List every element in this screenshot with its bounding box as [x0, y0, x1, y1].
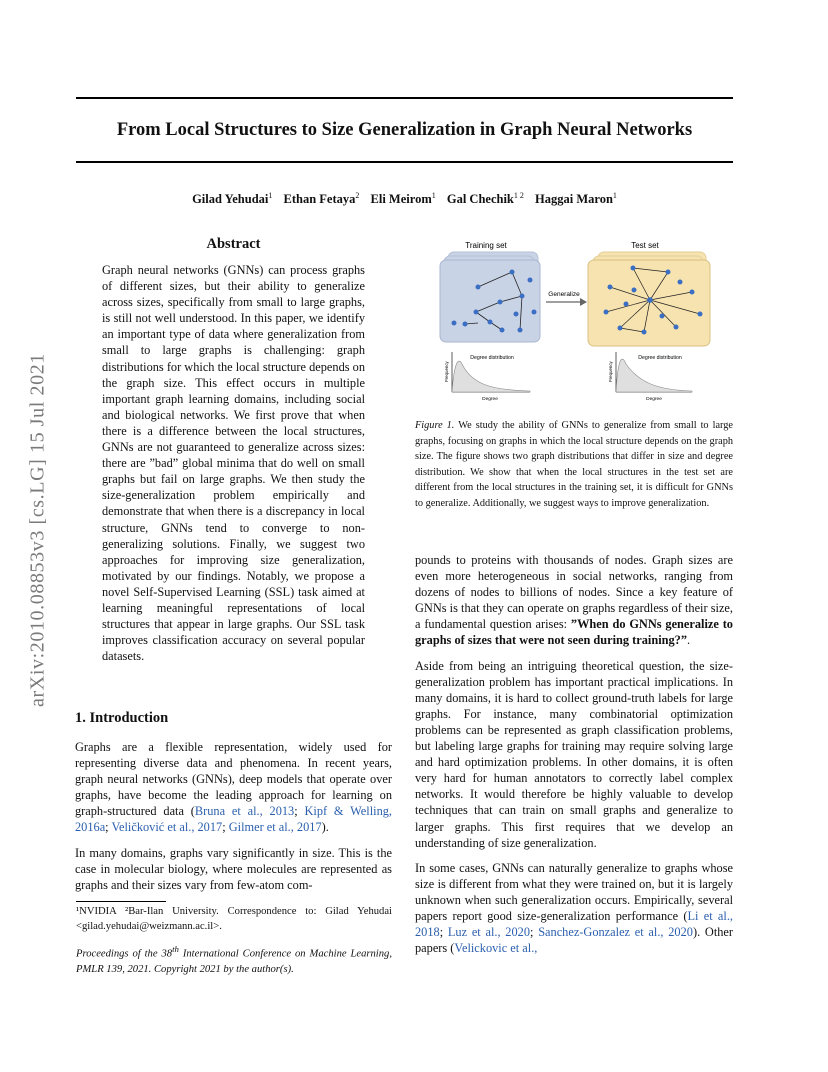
y-axis-label: Frequency [444, 361, 449, 382]
citation-link[interactable]: Velickovic et al., [454, 941, 538, 956]
training-graph-panel [440, 252, 540, 342]
dist-label: Degree distribution [470, 355, 514, 361]
footnote-rule [76, 901, 166, 902]
right-paragraph-2: Aside from being an intriguing theoretical question, the size-generalization problem has important practical implications. In many domains, it is hard to collect ground-truth labels for large graphs. For instance, many combinatorial optimization problems can be represented as graph classification problems, but labeling large graphs for training may require solving large and hard optimization problems. In other domains, it is often very hard for human annotators to correctly label complex networks. It would therefore be highly valuable to develop techniques that can train on small graphs and generalize to larger graphs. This first requires that we develop an understanding of size generalization. [415, 658, 733, 850]
citation-link[interactable]: Sanchez-Gonzalez et al., 2020 [538, 925, 693, 940]
paper-title: From Local Structures to Size Generalization in Graph Neural Networks [116, 120, 693, 140]
arxiv-stamp: arXiv:2010.08853v3 [cs.LG] 15 Jul 2021 [26, 353, 49, 707]
author-list [76, 191, 733, 207]
abstract-heading: Abstract [206, 236, 261, 252]
abstract-text: Graph neural networks (GNNs) can process graphs of different sizes, but their ability to generalize across sizes, specifically from small to large graphs, is still not well understood. In this paper, we identify an important type of data where generalization from small to large graphs is challenging: graph distributions for which the local structure depends on the graph size. This effect occurs in multiple important graph learning domains, including social and biological networks. We first prove that when there is a difference between the local structures, GNNs are not guaranteed to generalize across sizes: there are ”bad” global minima that do well on small graphs but fail on large graphs. We then study the size-generalization problem empirically and demonstrate that when there is a discrepancy in local structure, GNNs tend to converge to non-generalizing solutions. Finally, we suggest two approaches for improving size generalization, motivated by our findings. Notably, we propose a novel Self-Supervised Learning (SSL) task aimed at learning meaningful representations of local structures that appear in large graphs. Our SSL task improves classification accuracy on several popular datasets. [102, 263, 365, 664]
abstract-body [102, 262, 365, 664]
proceedings-footnote: Proceedings of the 38th International Conference on Machine Learning, PMLR 139, 2021. Copyright 2021 by the author(s). [76, 944, 392, 975]
author: Gal Chechik$^{1 2}$ [446, 191, 524, 207]
citation-link[interactable]: Bruna et al., 2013 [194, 804, 295, 819]
author: Haggai Maron$^1$ [535, 191, 617, 207]
title-rule-top [76, 97, 733, 99]
author: Ethan Fetaya$^2$ [283, 191, 360, 207]
right-paragraph-1: pounds to proteins with thousands of nodes. Graph sizes are even more heterogeneous in social networks, ranging from dozens of nodes to billions of nodes. Since a key feature of GNNs is that they can operate on graphs regardless of their size, a fundamental question arises: ”When do GNNs generalize to graphs of sizes that were not seen during training?”. [415, 553, 733, 648]
affiliation-footnote: ¹NVIDIA ²Bar-Ilan University. Correspondence to: Gilad Yehudai <gilad.yehudai@weizmann.ac.il>. [76, 906, 392, 933]
training-set-label: Training set [465, 241, 507, 250]
right-paragraph-3: In some cases, GNNs can naturally generalize to graphs whose size is different from what they were trained on, but it is largely unknown when such generalization occurs. Empirically, several papers report good size-generalization performance (Li et al., 2018; Luz et al., 2020; Sanchez-Gonzalez et al., 2020). Other papers (Velickovic et al., [415, 860, 734, 956]
test-set-label: Test set [631, 241, 659, 250]
author: Gilad Yehudai$^1$ [192, 191, 273, 207]
arrow-head-icon [580, 298, 587, 306]
degree-plot-test [608, 352, 692, 402]
right-column-body [415, 552, 733, 956]
citation-link[interactable]: Kipf & Welling, 2016a [75, 804, 392, 835]
citation-link[interactable]: Gilmer et al., 2017 [228, 820, 322, 835]
degree-plot-train [444, 352, 530, 402]
generalize-label: Generalize [548, 291, 580, 298]
y-axis-label: Frequency [608, 361, 613, 382]
intro-paragraph-1: Graphs are a flexible representation, widely used for representing diverse data and phenomena. In recent years, graph neural networks (GNNs), deep models that operate over graphs, have become the leading approach for learning on graph-structured data (Bruna et al., 2013; Kipf & Welling, 2016a; Veličković et al., 2017; Gilmer et al., 2017). [75, 740, 392, 835]
intro-paragraph-2: In many domains, graphs vary significantly in size. This is the case in molecular biology, where molecules are represented as graphs and their sizes vary from few-atom com- [75, 845, 392, 892]
figure-caption: Figure 1. We study the ability of GNNs to generalize from small to large graphs, focusing on graphs in which the local structure depends on the graph size. The figure shows two graph distributions that differ in size and degree distribution. We show that when the local structures in the test set are different from the local structures in the training set, it is difficult for GNNs to generalize. Additionally, we suggest ways to improve generalization. [415, 420, 733, 509]
author: Eli Meirom$^1$ [370, 191, 436, 207]
x-axis-label: Degree [646, 397, 662, 402]
intro-body [75, 739, 392, 893]
test-graph-panel [588, 252, 710, 346]
x-axis-label: Degree [482, 397, 498, 402]
title-rule-bottom [76, 161, 733, 163]
citation-link[interactable]: Li et al., 2018 [415, 908, 733, 940]
citation-link[interactable]: Luz et al., 2020 [447, 925, 530, 940]
section-heading: 1. Introduction [75, 710, 169, 726]
dist-label: Degree distribution [638, 355, 682, 361]
figure-1 [430, 232, 730, 407]
citation-link[interactable]: Veličković et al., 2017 [111, 820, 223, 835]
